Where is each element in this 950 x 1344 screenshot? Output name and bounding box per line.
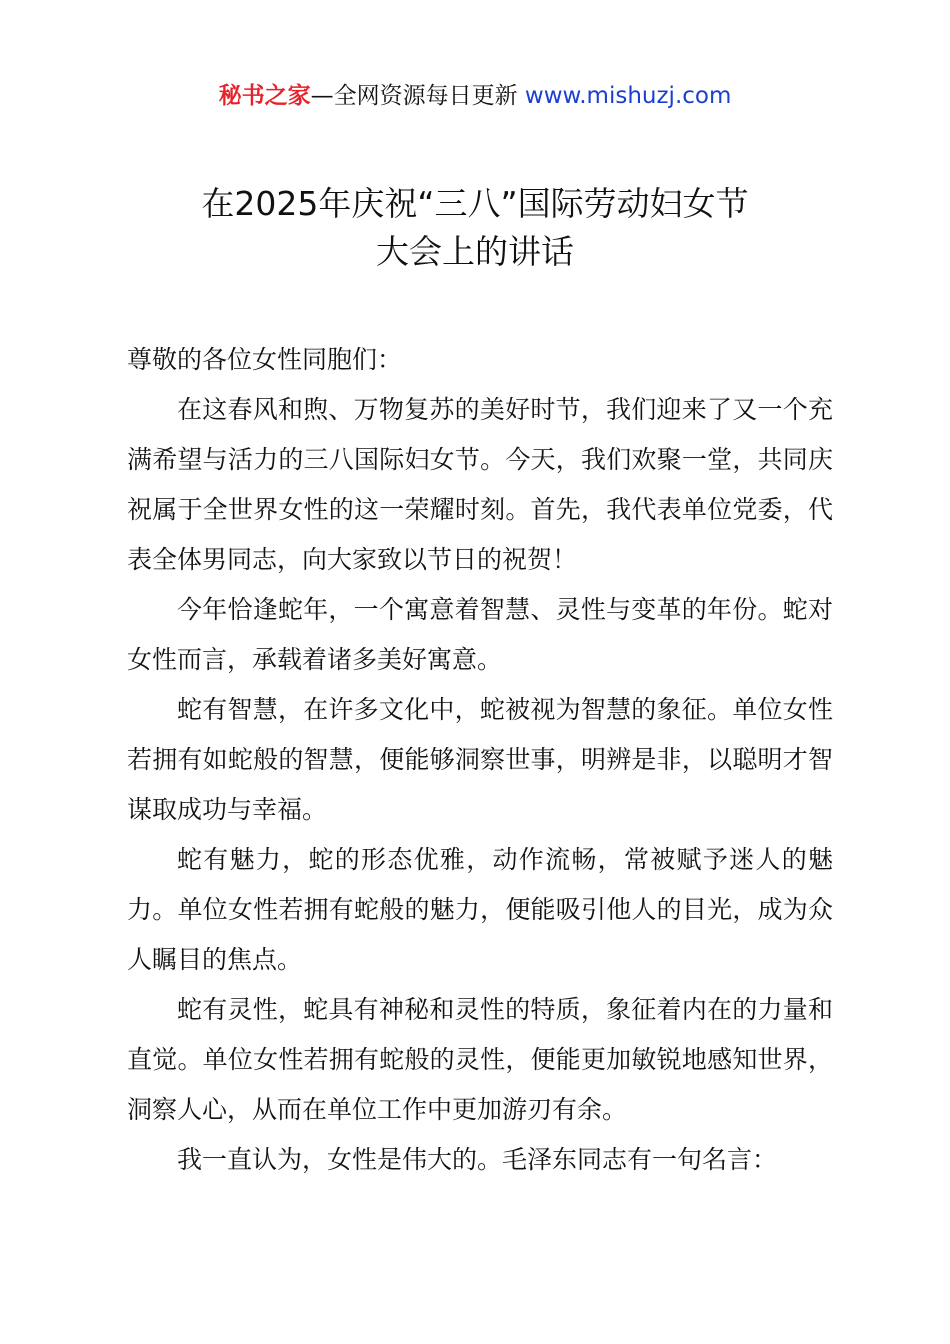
document-title [0, 180, 950, 276]
site-url-link[interactable]: www.mishuzj.com [524, 83, 732, 109]
paragraph: 蛇有魅力，蛇的形态优雅，动作流畅，常被赋予迷人的魅力。单位女性若拥有蛇般的魅力，便能吸引他人的目光，成为众人瞩目的焦点。 [127, 845, 833, 974]
title-line-1: 在2025年庆祝“三八”国际劳动妇女节 [201, 184, 749, 223]
paragraph: 我一直认为，女性是伟大的。毛泽东同志有一句名言： [177, 1145, 778, 1174]
paragraph: 今年恰逢蛇年，一个寓意着智慧、灵性与变革的年份。蛇对女性而言，承载着诸多美好寓意。 [127, 595, 833, 674]
paragraph: 蛇有智慧，在许多文化中，蛇被视为智慧的象征。单位女性若拥有如蛇般的智慧，便能够洞察世事，明辨是非，以聪明才智谋取成功与幸福。 [127, 695, 833, 824]
site-brand: 秘书之家 [218, 83, 311, 109]
title-line-2: 大会上的讲话 [376, 232, 574, 271]
site-header [0, 80, 950, 112]
site-slogan: —全网资源每日更新 [310, 83, 518, 109]
paragraph: 蛇有灵性，蛇具有神秘和灵性的特质，象征着内在的力量和直觉。单位女性若拥有蛇般的灵性，便能更加敏锐地感知世界，洞察人心，从而在单位工作中更加游刃有余。 [127, 995, 833, 1124]
paragraph: 在这春风和煦、万物复苏的美好时节，我们迎来了又一个充满希望与活力的三八国际妇女节。今天，我们欢聚一堂，共同庆祝属于全世界女性的这一荣耀时刻。首先，我代表单位党委，代表全体男同志，向大家致以节日的祝贺！ [127, 395, 833, 574]
salutation: 尊敬的各位女性同胞们： [127, 345, 403, 374]
document-body [127, 335, 833, 1185]
